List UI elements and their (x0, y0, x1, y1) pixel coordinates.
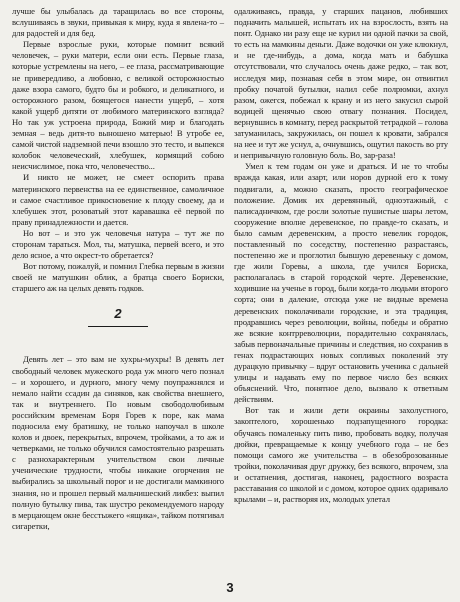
chapter-number: 2 (114, 306, 122, 322)
paragraph: Девять лет – это вам не хухры-мухры! В девять лет свободный человек мужеского рода уж много чего познал – и хорошего, и дурного, многу чему поупражнялся и немало найти ссадин да синяков, как свойства внешнего, так и внутреннего. По новым свободолюбивым российским временам Боря Горев к поре, как мама подносила ему братишку, не только напоучал в школе колов и двоек, перекрытых, впрочем, тройками, а то аж и четверками, не только обучился самостоятельно разрешать с разнохарактерным учительством свои личные ученические трудности, чтобы никакие огорчения не выбирались за школьный порог и не достигали мамкиного знания, но и прошел первый мальчишеский ликбез: выпил полную бутылку пива, так шустро рекомендуемого народу в мерцающем окне бесстыжего «ящика», тайком потягивал сигаретки, (12, 354, 224, 531)
paragraph: лучше бы улыбалась да таращилась во все стороны, вслушиваясь в звуки, привыкая к миру, куда я явлена-то – для радостей и для бед. (12, 6, 224, 39)
right-column (234, 6, 448, 505)
paragraph: Вот потому, пожалуй, и помнил Глебка первым в жизни своей не матушкин облик, а братца своего Бориски, старшего аж на целых девять годков. (12, 261, 224, 294)
chapter-divider (88, 326, 148, 327)
paragraph: И никто не может, не смеет оспорить права материнского первенства на ее единственное, самоличное и самое счастливое прикосновение к плоду своему, да и хлебушек этот, розоватый этот каравашка её первой по праву принадлежности и дается. (12, 172, 224, 227)
paragraph: Первые взрослые руки, которые помнит всякий человечек, – руки матери, если они есть. Первые глаза, которые устремлены на него, – ее глаза, рассматривающие не привередливо, а любовно, с великой осторожностью даже взора самого, будто бы и робкого, и деликатного, и осторожного разом, боящегося нанести ущерб, – хотя какой ущерб дитяти от любимого материнского взгляда? Но так уж устроена природа, Божий мир и благодать земная – ведь дитя-то выношено матерью! В утробе ее, самой чистой надземной печи взошло это тесто, и выпекся колобок человеческий, хлебушек, кормящий собою неисчислимое, пока что, человечество... (12, 39, 224, 172)
paragraph: Умел к тем годам он уже и драться. И не то чтобы вражда какая, или азарт, или норов дурной его к тому подвигали, а, можно сказать, просто географическое положение. Домик их деревянный, одноэтажный, с палисадничком, где росли золотые пушистые шары летом, сооружение вполне деревенское, по правде-то сказать, и было самым деревенским, а просто невелик городок, поставленный по соседству, постепенно разрастаясь, постепенно же и проглотил бывшую деревеньку с домом, где жили Горевы, а школа, где учился Бориска, располагалась в старой городской черте. Деревенские, ходившие на ученье в город, были когда-то людьми второго сорта; они в далекие, отсюда уже не видные времена деревенских поколачивали городские, и эта традиция, продравшись через революции, войны, победы и обратно же всякие контрреволюции, порадительно сохранялась, забыв первоначальные причины и следствия, но сохранив в генах подрастающих новых сопливых поколений эту дурацкую привычку – вдруг остановить ученика с дальней улицы и надавать ему по первое число без всяких объяснений. Что, понятное дело, вызвало к ответным действиям. (234, 161, 448, 405)
paragraph: Но вот – и это уж человечья натура – тут же по сторонам тараться. Мол, ты, матушка, первей всего, и это дело ясное, а что окрест-то обретается? (12, 227, 224, 261)
paragraph: Вот так и жили дети окраины захолустного, закоптелого, хорошенько подзапущенного городка: обучаясь помаленьку пить пиво, пробовать водку, получая дюйки, превращаемые к концу учебного года – не без помощи самого же учительства – в обезоброзованные тройки, поколачивая друг дружку, без всякого, впрочем, зла и остатнения, достигая, наконец, радостного возраста расставания со школой и с домом, которое одних одаривало крылами – и, растворяя их, молодых улетал (234, 405, 448, 505)
page-number: 3 (226, 580, 234, 595)
chapter-heading (12, 304, 224, 350)
paragraph: одалживаясь, правда, у старших пацанов, любивших подначить малышей, испытать их на взрослость, взять на понт. Однако ни разу еще не курил ни одной пачки за свой, то есть на мамкины деньги. Даже водочки он уже клюкнул, и не где-нибудь, а дома, когда мать и бабушка отсутствовали, что случалось очень даже редко, – так вот, исследуя мир, познавая себя в этом мире, он отвинтил пробку початой бутылки, налил себе полрюмки, ахнул разом, ожегся, побежал к крану и из него закусил сырой водицей щенячью свою отвагу познания. Посидел, вернувшись в комнату, перед раскрытой тетрадкой – голова затуманилась, закружилась, он пошел к кровати, забрался на нее и тут же уснул, а, очнувшись, ощутил пакость во рту и непривычную головную боль. Во, зар-раза! (234, 6, 448, 161)
left-column (12, 6, 224, 532)
